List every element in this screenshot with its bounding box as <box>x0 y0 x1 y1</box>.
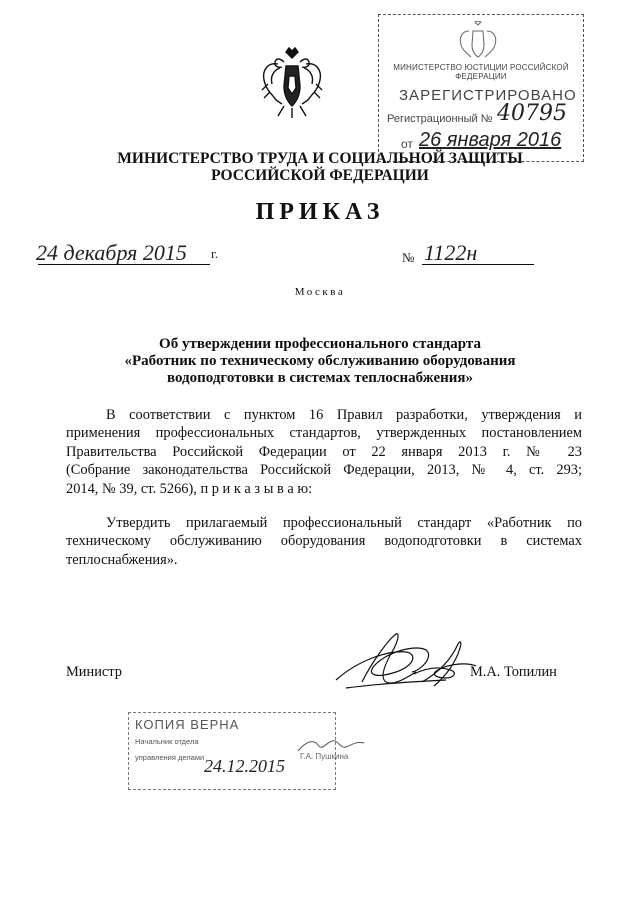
document-title-line2: «Работник по техническому обслуживанию оборудования <box>124 353 516 369</box>
stamp-registered-status: ЗАРЕГИСТРИРОВАНО <box>399 87 577 104</box>
ministry-title <box>60 150 580 184</box>
city: Москва <box>294 286 346 298</box>
copy-stamp-line1: Начальник отдела <box>135 737 199 746</box>
stamp-reg-label: Регистрационный № <box>387 113 493 125</box>
order-date-suffix: г. <box>211 246 219 261</box>
paragraph-decision <box>66 514 582 569</box>
paragraph-line: применения профессиональных стандартов, утвержденных постановлением <box>66 425 582 442</box>
paragraph-preamble <box>66 406 582 498</box>
copy-stamp-date: 24.12.2015 <box>204 756 285 776</box>
copy-stamp-signer: Г.А. Пушкина <box>300 752 349 761</box>
registration-stamp <box>378 14 584 162</box>
document-title-line1: Об утверждении профессионального стандарта <box>159 336 481 352</box>
stamp-date: 26 января 2016 <box>419 129 562 151</box>
signatory-name: М.А. Топилин <box>470 664 557 680</box>
order-date <box>36 240 226 266</box>
stamp-ministry: МИНИСТЕРСТВО ЮСТИЦИИ РОССИЙСКОЙ ФЕДЕРАЦИИ <box>393 63 569 81</box>
paragraph-line: В соответствии с пунктом 16 Правил разработки, утверждения и <box>106 407 582 423</box>
stamp-emblem-icon <box>455 21 501 61</box>
stamp-date-prefix: от <box>401 137 413 151</box>
paragraph-line: (Собрание законодательства Российской Федерации, 2013, № 4, ст. 293; <box>66 462 582 479</box>
ministry-title-line2: РОССИЙСКОЙ ФЕДЕРАЦИИ <box>211 167 429 184</box>
handwritten-signature <box>326 622 486 712</box>
paragraph-line: техническому обслуживанию оборудования водоподготовки в системах <box>66 533 582 550</box>
copy-stamp-line2: управления делами <box>135 753 205 762</box>
paragraph-line: Правительства Российской Федерации от 22 января 2013 г. № 23 <box>66 443 582 460</box>
coat-of-arms-emblem <box>256 44 328 124</box>
document-title <box>70 336 570 387</box>
order-date-underline <box>38 264 210 265</box>
paragraph-line: теплоснабжения». <box>66 551 178 568</box>
paragraph-line: Утвердить прилагаемый профессиональный стандарт «Работник по <box>106 515 582 531</box>
paragraph-line: 2014, № 39, ст. 5266), п р и к а з ы в а ю: <box>66 480 313 497</box>
order-date-value: 24 декабря 2015 <box>36 240 187 265</box>
stamp-reg-number: 40795 <box>497 101 567 126</box>
signatory-position: Министр <box>66 664 122 680</box>
document-title-line3: водоподготовки в системах теплоснабжения» <box>166 370 474 386</box>
order-number: 1122н <box>424 240 478 265</box>
order-number-label: № <box>402 250 415 265</box>
ministry-title-line1: МИНИСТЕРСТВО ТРУДА И СОЦИАЛЬНОЙ ЗАЩИТЫ <box>117 150 523 167</box>
order-number-underline <box>422 264 534 265</box>
copy-stamp-title: КОПИЯ ВЕРНА <box>135 717 240 732</box>
document-type: ПРИКАЗ <box>255 199 385 225</box>
